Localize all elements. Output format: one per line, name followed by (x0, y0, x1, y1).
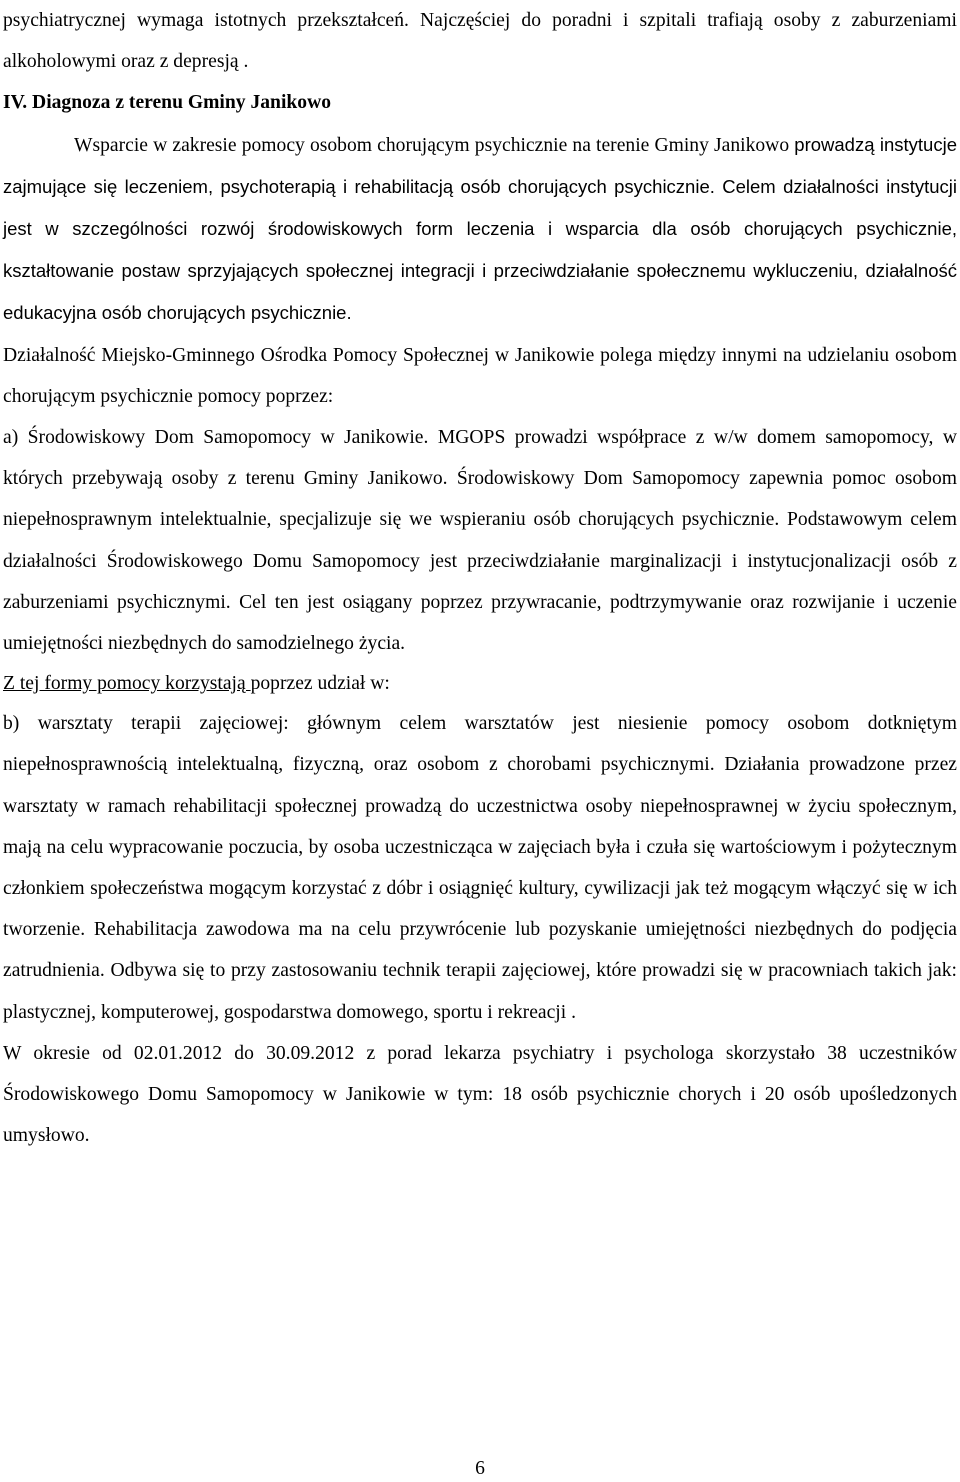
support-lead-text: Wsparcie w zakresie pomocy osobom chorującym psychicznie na terenie Gminy Janikowo (74, 134, 795, 156)
support-paragraph (3, 124, 957, 335)
intro-paragraph (3, 0, 957, 82)
section-heading: IV. Diagnoza z terenu Gminy Janikowo (3, 92, 332, 114)
list-item-b: b) warsztaty terapii zajęciowej: głównym celem warsztatów jest niesienie pomocy osobom dotkniętym niepełnosprawnością intelektualną, fizyczną, oraz osobom z chorobami psychicznymi. Działania prowadzone przez warsztaty w ramach rehabilitacji społecznej prowadzą do uczestnictwa osoby niepełnosprawnej w życiu społecznym, mają na celu wypracowanie poczucia, by osoba uczestnicząca w zajęciach była i czuła się wartościowym i pożytecznym członkiem społeczeństwa mogącym korzystać z dóbr i osiągnięć kultury, cywilizacji jak też mogącym włączyć się w ich tworzenie. Rehabilitacja zawodowa ma na celu przywrócenie lub pozyskanie umiejętności niezbędnych do podjęcia zatrudnienia. Odbywa się to przy zastosowaniu technik terapii zajęciowej, które prowadzi się w pracowniach takich jak: plastycznej, komputerowej, gospodarstwa domowego, sportu i rekreacji . (3, 713, 957, 1023)
mgops-paragraph: Działalność Miejsko-Gminnego Ośrodka Pomocy Społecznej w Janikowie polega między innymi na udzielaniu osobom chorującym psychicznie pomocy poprzez: (3, 344, 957, 407)
list-item-a: a) Środowiskowy Dom Samopomocy w Janikowie. MGOPS prowadzi współprace z w/w domem samopomocy, w których przebywają osoby z terenu Gminy Janikowo. Środowiskowy Dom Samopomocy zapewnia pomoc osobom niepełnosprawnym intelektualnie, specjalizuje się we wspieraniu osób chorujących psychicznie. Podstawowym celem działalności Środowiskowego Domu Samopomocy jest przeciwdziałanie marginalizacji i instytucjonalizacji osób z zaburzeniami psychicznymi. Cel ten jest osiągany poprzez przywracanie, podtrzymywanie oraz rozwijanie i uczenie umiejętności niezbędnych do samodzielnego życia. (3, 427, 957, 655)
page-number: 6 (475, 1458, 485, 1479)
forms-paragraph (3, 664, 957, 703)
forms-underlined-text: Z tej formy pomocy korzystają (3, 673, 251, 695)
forms-rest-text: poprzez udział w: (250, 673, 390, 695)
intro-text: psychiatrycznej wymaga istotnych przekształceń. Najczęściej do poradni i szpitali trafiają osoby z zaburzeniami alkoholowymi oraz z depresją . (3, 10, 957, 73)
summary-paragraph: W okresie od 02.01.2012 do 30.09.2012 z porad lekarza psychiatry i psychologa skorzystało 38 uczestników Środowiskowego Domu Samopomocy w Janikowie w tym: 18 osób psychicznie chorych i 20 osób upośledzonych umysłowo. (3, 1042, 957, 1147)
support-institutions-text: prowadzą instytucje zajmujące się leczeniem, psychoterapią i rehabilitacją osób chorujących psychicznie. (3, 133, 957, 197)
support-goals-text: Celem działalności instytucji jest w szczególności rozwój środowiskowych form leczenia i wsparcia dla osób chorujących psychicznie, kształtowanie postaw sprzyjających społecznej integracji i przeciwdziałanie społecznemu wykluczeniu, działalność edukacyjna osób chorujących psychicznie. (3, 175, 958, 324)
document-page (3, 0, 957, 1156)
